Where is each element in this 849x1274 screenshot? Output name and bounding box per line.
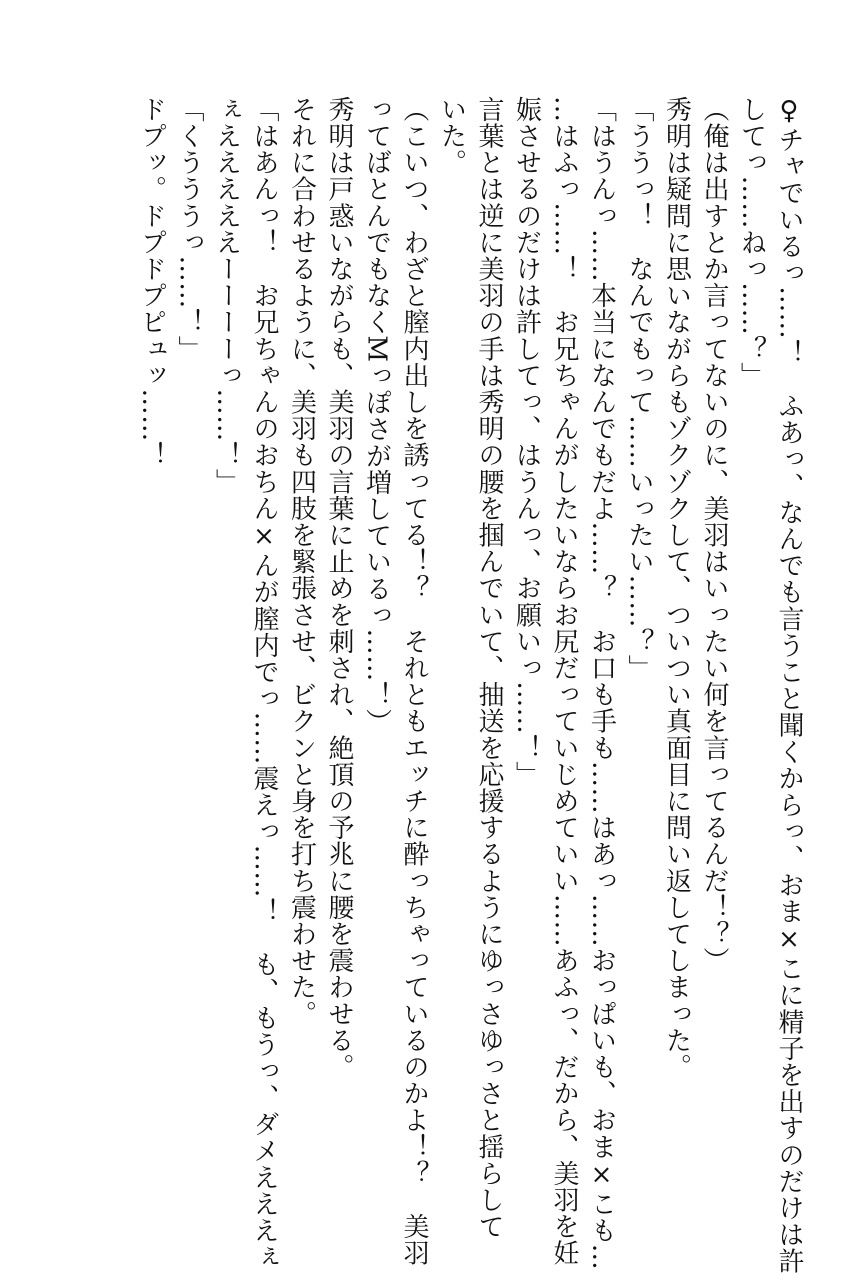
text-line: 秀明は戸惑いながらも、美羽の言葉に止めを刺され、絶頂の予兆に腰を震わせる。 [324,96,354,1081]
text-line: いた。 [436,96,467,176]
text-line: （こいつ、わざと膣内出しを誘ってる！？ それともエッチに酔っちゃっているのかよ！？ 美羽 [399,96,429,1267]
text-line: ドプッ。ドプドプピュッ……！ [136,96,167,469]
text-line: 言葉とは逆に美羽の手は秀明の腰を掴んでいて、抽送を応援するようにゆっさゆっさと揺らして [474,96,504,1240]
text-line: 秀明は疑問に思いながらもゾクゾクして、ついつい真面目に問い返してしまった。 [661,96,692,1081]
text-line: 「ううっ！ なんでもって……いったい……？」 [624,96,654,682]
text-line: 「くうううっ……！」 [174,96,204,362]
text-line: …はふっ……！ お兄ちゃんがしたいならお尻だっていじめていい……あふっ、だから、美羽を妊 [549,96,579,1267]
text-line: 娠させるのだけは許してっ、はうんっ、お願いっ……！」 [511,96,542,788]
text-line: 「はあんっ！ お兄ちゃんのおちん×んが膣内でっ……震えっ……！ も、もうっ、ダメえええぇ [249,96,279,1271]
text-line: 「はうんっ……本当になんでもだよ……？ お口も手も……はあっ……おっぱいも、おま×こも… [586,96,617,1271]
vertical-text-body [132,96,807,1274]
text-line: （俺は出すとか言ってないのに、美羽はいったい何を言ってるんだ！？） [699,96,729,974]
text-line: それに合わせるように、美羽も四肢を緊張させ、ビクンと身を打ち震わせた。 [286,96,317,1027]
text-line: してっ……ねっ……？」 [736,96,767,389]
text-line: ♀チャでいるっ……！ ふあっ、なんでも言うこと聞くからっ、おま×こに精子を出すのだけは許 [774,96,804,1274]
text-line: ってばとんでもなくMっぽさが増しているっ……！） [361,96,392,736]
text-line: ぇえええええーーーーっ……！」 [211,96,242,495]
